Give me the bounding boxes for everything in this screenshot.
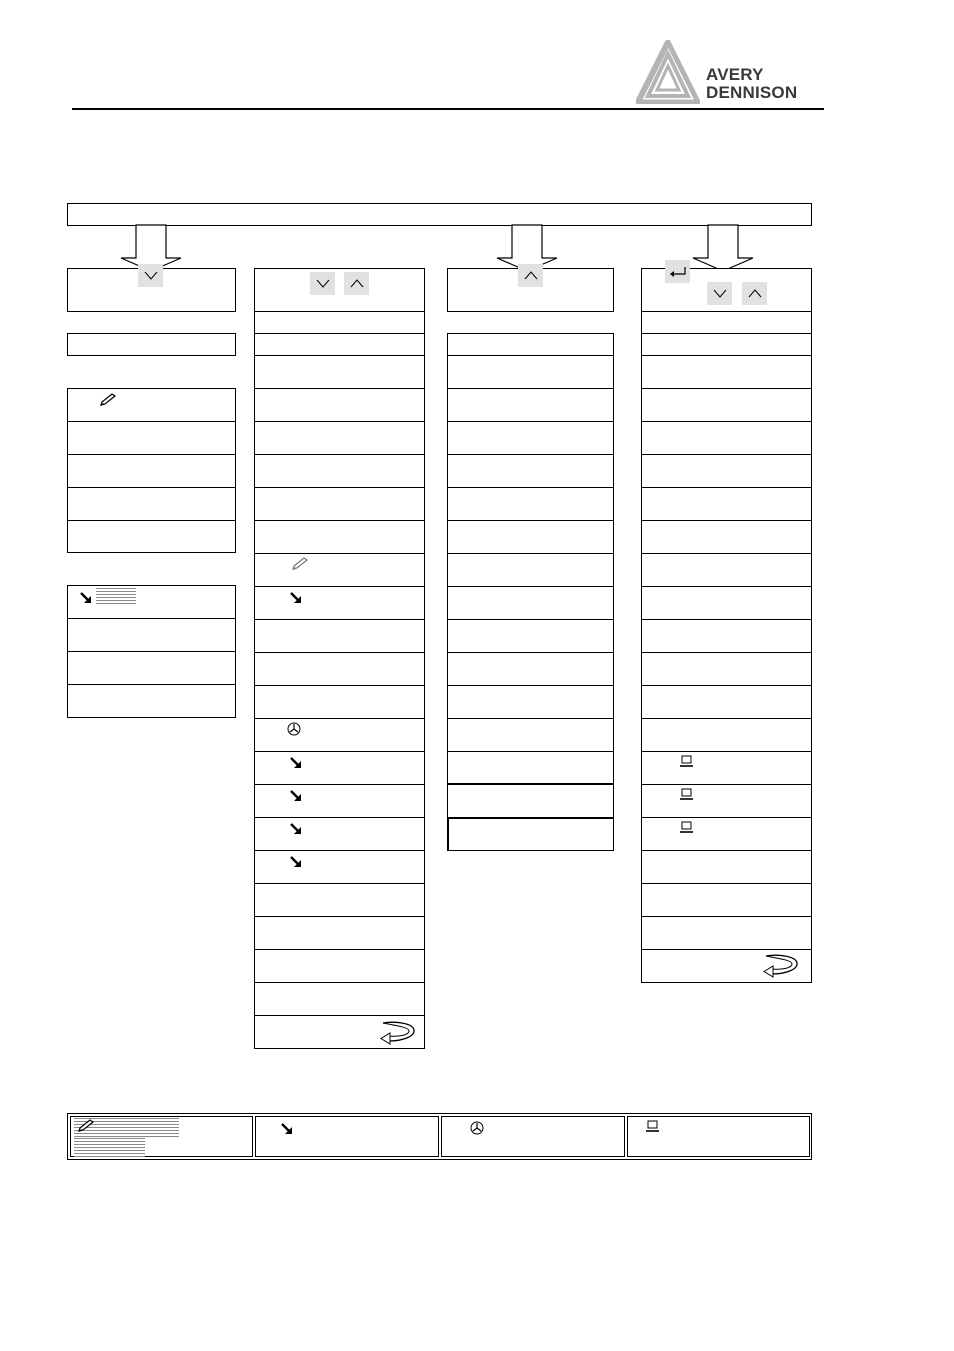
enter-key-icon — [669, 266, 687, 278]
chevron-down-icon — [316, 279, 330, 288]
menu-item[interactable] — [254, 949, 425, 983]
menu-item[interactable] — [447, 553, 614, 587]
menu-item-laptop[interactable] — [641, 751, 812, 785]
key-up-button[interactable] — [742, 282, 767, 305]
logo-word-avery: AVERY — [706, 65, 764, 84]
menu-item-submenu[interactable] — [254, 784, 425, 818]
menu-item[interactable] — [254, 883, 425, 917]
menu-item[interactable] — [254, 421, 425, 455]
key-down-button[interactable] — [310, 272, 335, 295]
menu-item-submenu[interactable] — [67, 585, 236, 619]
hatch-block — [74, 1138, 145, 1157]
chevron-up-icon — [524, 271, 538, 280]
column-header-box — [254, 268, 425, 312]
menu-item[interactable] — [254, 652, 425, 686]
menu-item-laptop[interactable] — [641, 817, 812, 851]
menu-item-return[interactable] — [641, 949, 812, 983]
menu-item[interactable] — [67, 684, 236, 718]
menu-item[interactable] — [67, 618, 236, 652]
menu-item-submenu[interactable] — [254, 586, 425, 620]
menu-item[interactable] — [254, 311, 425, 334]
diagonal-arrow-icon — [289, 855, 303, 869]
menu-item[interactable] — [641, 520, 812, 554]
hatch-block — [96, 588, 136, 605]
pencil-icon — [99, 393, 117, 407]
menu-item[interactable] — [641, 355, 812, 389]
laptop-icon — [645, 1120, 660, 1133]
menu-item-service[interactable] — [254, 718, 425, 752]
menu-item[interactable] — [254, 388, 425, 422]
menu-item[interactable] — [641, 311, 812, 334]
pencil-icon — [291, 557, 309, 571]
menu-item[interactable] — [641, 333, 812, 356]
menu-item[interactable] — [641, 421, 812, 455]
diagonal-arrow-icon — [280, 1122, 294, 1136]
menu-item[interactable] — [641, 619, 812, 653]
menu-item[interactable] — [254, 685, 425, 719]
menu-item[interactable] — [641, 718, 812, 752]
menu-item[interactable] — [641, 685, 812, 719]
menu-item[interactable] — [254, 454, 425, 488]
menu-item[interactable] — [641, 487, 812, 521]
menu-item[interactable] — [67, 333, 236, 356]
menu-item[interactable] — [641, 586, 812, 620]
menu-item[interactable] — [447, 421, 614, 455]
menu-item[interactable] — [641, 553, 812, 587]
menu-item[interactable] — [447, 652, 614, 686]
legend-cell-submenu — [255, 1116, 439, 1157]
menu-item[interactable] — [254, 916, 425, 950]
menu-item[interactable] — [254, 333, 425, 356]
menu-item[interactable] — [447, 751, 614, 785]
legend-cell-edit — [70, 1116, 253, 1157]
return-loop-icon — [760, 952, 800, 978]
key-down-button[interactable] — [138, 264, 163, 287]
menu-item-return[interactable] — [254, 1015, 425, 1049]
menu-item[interactable] — [641, 850, 812, 884]
logo-word-dennison: DENNISON — [706, 83, 798, 102]
menu-item[interactable] — [447, 586, 614, 620]
legend-cell-service — [441, 1116, 625, 1157]
key-up-button[interactable] — [344, 272, 369, 295]
menu-item-submenu[interactable] — [254, 850, 425, 884]
fan-icon — [470, 1121, 484, 1135]
menu-item[interactable] — [67, 487, 236, 521]
menu-item[interactable] — [447, 685, 614, 719]
menu-item[interactable] — [447, 487, 614, 521]
menu-item[interactable] — [254, 520, 425, 554]
diagonal-arrow-icon — [289, 756, 303, 770]
menu-item[interactable] — [641, 652, 812, 686]
menu-item-laptop[interactable] — [641, 784, 812, 818]
menu-item[interactable] — [447, 388, 614, 422]
laptop-icon — [679, 821, 694, 834]
pencil-icon — [77, 1119, 95, 1133]
key-down-button[interactable] — [707, 282, 732, 305]
menu-item[interactable] — [67, 421, 236, 455]
chevron-down-icon — [713, 289, 727, 298]
menu-item[interactable] — [641, 916, 812, 950]
menu-item[interactable] — [447, 333, 614, 356]
menu-item[interactable] — [67, 520, 236, 553]
chevron-down-icon — [144, 271, 158, 280]
menu-item[interactable] — [447, 718, 614, 752]
menu-item-edit[interactable] — [67, 388, 236, 422]
diagonal-arrow-icon — [289, 789, 303, 803]
menu-item[interactable] — [254, 355, 425, 389]
menu-item[interactable] — [641, 883, 812, 917]
legend-cell-laptop — [627, 1116, 810, 1157]
menu-item-submenu[interactable] — [254, 751, 425, 785]
menu-item-edit[interactable] — [254, 553, 425, 587]
menu-item[interactable] — [254, 487, 425, 521]
key-enter-button[interactable] — [665, 260, 690, 283]
menu-item[interactable] — [447, 619, 614, 653]
return-loop-icon — [377, 1019, 417, 1045]
chevron-up-icon — [748, 289, 762, 298]
menu-item[interactable] — [67, 651, 236, 685]
laptop-icon — [679, 755, 694, 768]
key-up-button[interactable] — [518, 264, 543, 287]
laptop-icon — [679, 788, 694, 801]
menu-item[interactable] — [254, 619, 425, 653]
menu-item-submenu[interactable] — [254, 817, 425, 851]
legend-table — [67, 1113, 812, 1160]
menu-item[interactable] — [447, 355, 614, 389]
menu-item[interactable] — [447, 454, 614, 488]
menu-item[interactable] — [641, 388, 812, 422]
menu-item[interactable] — [447, 520, 614, 554]
menu-item[interactable] — [254, 982, 425, 1016]
diagonal-arrow-icon — [289, 822, 303, 836]
menu-item[interactable] — [641, 454, 812, 488]
diagonal-arrow-icon — [289, 591, 303, 605]
fan-icon — [287, 722, 301, 736]
menu-item[interactable] — [447, 783, 614, 818]
chevron-up-icon — [350, 279, 364, 288]
diagonal-arrow-icon — [79, 591, 93, 605]
menu-item[interactable] — [67, 454, 236, 488]
menu-item[interactable] — [447, 817, 614, 851]
